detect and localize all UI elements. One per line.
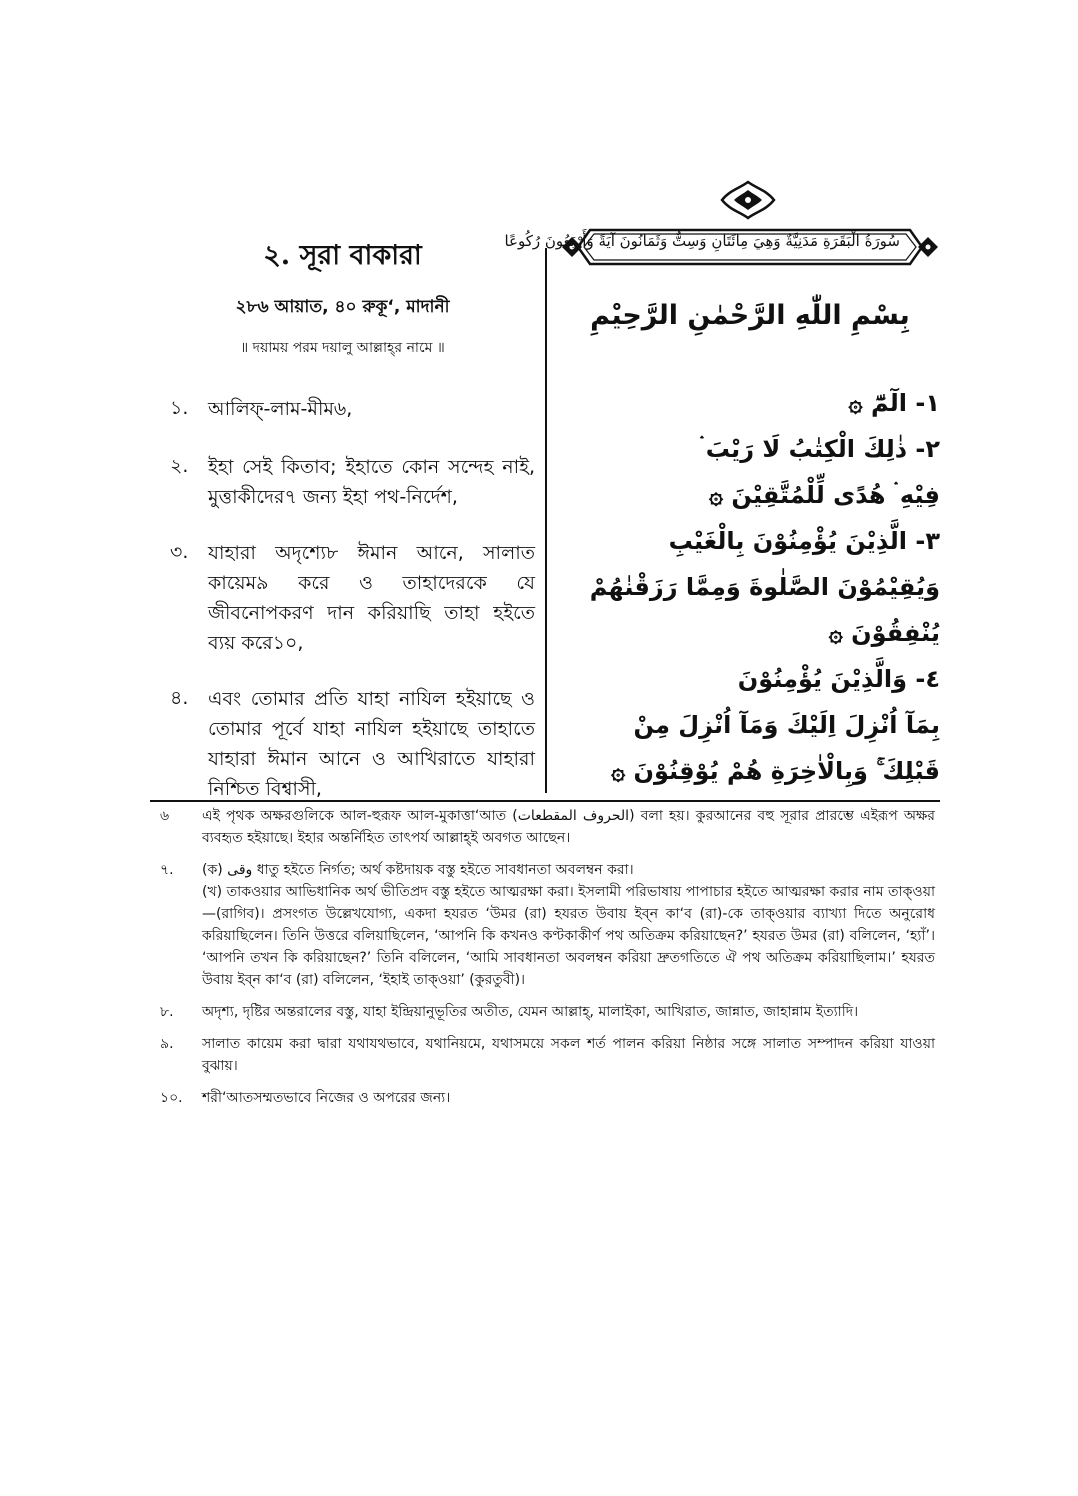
footnote-number: ৬ xyxy=(160,808,170,824)
arabic-line: ٢- ذٰلِكَ الْكِتٰبُ لَا رَيْبَ ۛ xyxy=(699,435,940,463)
surah-title: ২. সূরা বাকারা xyxy=(263,240,422,271)
footnote-number: ৯. xyxy=(160,1036,174,1052)
verse-1 xyxy=(150,394,535,426)
arabic-verses xyxy=(560,380,940,794)
footnote-6 xyxy=(160,805,935,849)
bismillah-arabic: بِسْمِ اللّٰهِ الرَّحْمٰنِ الرَّحِيْمِ xyxy=(590,300,910,331)
footnote-text: (ক) وقى ধাতু হইতে নির্গত; অর্থ কষ্টদায়ক বস্তু হইতে সাবধানতা অবলম্বন করা। xyxy=(202,862,634,878)
arabic-line: وَيُقِيْمُوْنَ الصَّلٰوةَ وَمِمَّا رَزَقْنٰهُمْ xyxy=(589,573,940,601)
surah-header-text: سُورَةُ الْبَقَرَةِ مَدَنِيَّةٌ وَهِيَ مِائَتَانِ وَسِتٌّ وَثَمَانُونَ آيَةً وَأَرْبَعُونَ رُكُوعًا xyxy=(504,232,900,250)
verse-number: ২. xyxy=(170,455,189,477)
verse-number: ১. xyxy=(170,397,189,419)
arabic-line: بِمَآ اُنْزِلَ اِلَيْكَ وَمَآ اُنْزِلَ مِنْ xyxy=(633,711,940,739)
footnote-9 xyxy=(160,1033,935,1077)
verse-text: যাহারা অদৃশ্যে৮ ঈমান আনে, সালাত কায়েম৯ করে ও তাহাদেরকে যে জীবনোপকরণ দান করিয়াছি তাহা হইতে ব্যয় করে১০, xyxy=(208,542,535,654)
verse-text: ইহা সেই কিতাব; ইহাতে কোন সন্দেহ নাই, মুত্তাকীদের৭ জন্য ইহা পথ-নির্দেশ, xyxy=(208,456,535,508)
footnote-text: অদৃশ্য, দৃষ্টির অন্তরালের বস্তু, যাহা ইন্দ্রিয়ানুভূতির অতীত, যেমন আল্লাহ্‌, মালাইকা, আখিরাত, জান্নাত, জাহান্নাম ইত্যাদি। xyxy=(202,1004,859,1020)
footnote-text: এই পৃথক অক্ষরগুলিকে আল-হুরূফ আল-মুকাত্তা‘আত (الحروف المقطعات) বলা হয়। কুরআনের বহু সূরার প্রারম্ভে এইরূপ অক্ষর ব্যবহৃত হইয়াছে। ইহার অন্তর্নিহিত তাৎপর্য আল্লাহ্‌ই অবগত আছেন। xyxy=(202,808,935,846)
verse-3 xyxy=(150,538,535,658)
arabic-line: قَبْلِكَ ۚ وَبِالْاٰخِرَةِ هُمْ يُوْقِنُوْنَ ۞ xyxy=(611,757,940,785)
footnote-7 xyxy=(160,859,935,991)
arabic-line: فِيْهِ ۛ هُدًى لِّلْمُتَّقِيْنَ ۞ xyxy=(708,481,940,509)
footnotes xyxy=(160,805,935,1119)
footnote-10 xyxy=(160,1087,935,1109)
verse-number: ৪. xyxy=(170,687,189,709)
bengali-translation-column xyxy=(150,235,535,804)
verse-4 xyxy=(150,684,535,804)
bismillah-bengali: ॥ দয়াময় পরম দয়ালু আল্লাহ্‌র নামে ॥ xyxy=(240,340,445,356)
verse-2 xyxy=(150,452,535,512)
footnote-text: শরী‘আতসম্মতভাবে নিজের ও অপরের জন্য। xyxy=(202,1090,451,1106)
arabic-line: ٣- الَّذِيْنَ يُؤْمِنُوْنَ بِالْغَيْبِ xyxy=(668,527,940,555)
arabic-line: ٤- وَالَّذِيْنَ يُؤْمِنُوْنَ xyxy=(737,665,940,693)
footnote-text: সালাত কায়েম করা দ্বারা যথাযথভাবে, যথানিয়মে, যথাসময়ে সকল শর্ত পালন করিয়া নিষ্ঠার সঙ্গে সালাত সম্পাদন করিয়া যাওয়া বুঝায়। xyxy=(202,1036,935,1074)
verse-text: এবং তোমার প্রতি যাহা নাযিল হইয়াছে ও তোমার পূর্বে যাহা নাযিল হইয়াছে তাহাতে যাহারা ঈমান আনে ও আখিরাতে যাহারা নিশ্চিত বিশ্বাসী, xyxy=(208,688,535,800)
footnote-8 xyxy=(160,1001,935,1023)
column-divider xyxy=(545,248,547,793)
footnote-text: (খ) তাকওয়ার আভিধানিক অর্থ ভীতিপ্রদ বস্তু হইতে আত্মরক্ষা করা। ইসলামী পরিভাষায় পাপাচার হইতে আত্মরক্ষা করার নাম তাক্‌ওয়া—(রাগিব)। প্রসংগত উল্লেখযোগ্য, একদা হযরত ‘উমর (রা) হযরত উবায় ইব্‌ন কা‘ব (রা)-কে তাক্‌ওয়ার ব্যাখ্যা দিতে অনুরোধ করিয়াছিলেন। তিনি উত্তরে বলিয়াছিলেন, ‘আপনি কি কখনও কণ্টকাকীর্ণ পথ অতিক্রম করিয়াছেন?’ হযরত উমর (রা) বলিলেন, ‘হ্যাঁ’। ‘আপনি তখন কি করিয়াছেন?’ তিনি বলিলেন, ‘আমি সাবধানতা অবলম্বন করিয়া দ্রুতগতিতে ঐ পথ অতিক্রম করিয়াছিলাম।’ হযরত উবায় ইব্‌ন কা‘ব (রা) বলিলেন, ‘ইহাই তাক্‌ওয়া’ (কুরতুবী)। xyxy=(202,884,935,988)
verse-text: আলিফ্‌-লাম-মীম৬, xyxy=(208,398,353,420)
arabic-line: يُنْفِقُوْنَ ۞ xyxy=(828,619,940,647)
footnote-number: ৭. xyxy=(160,862,174,878)
surah-meta: ২৮৬ আয়াত, ৪০ রুকূ‘, মাদানী xyxy=(235,297,450,317)
verse-number: ৩. xyxy=(170,541,189,563)
footnote-number: ১০. xyxy=(160,1090,183,1106)
footnote-separator xyxy=(150,800,940,802)
footnote-number: ৮. xyxy=(160,1004,174,1020)
arabic-line: ١- الٓمّٓ ۞ xyxy=(848,389,940,417)
floral-ornament-icon xyxy=(720,180,776,220)
